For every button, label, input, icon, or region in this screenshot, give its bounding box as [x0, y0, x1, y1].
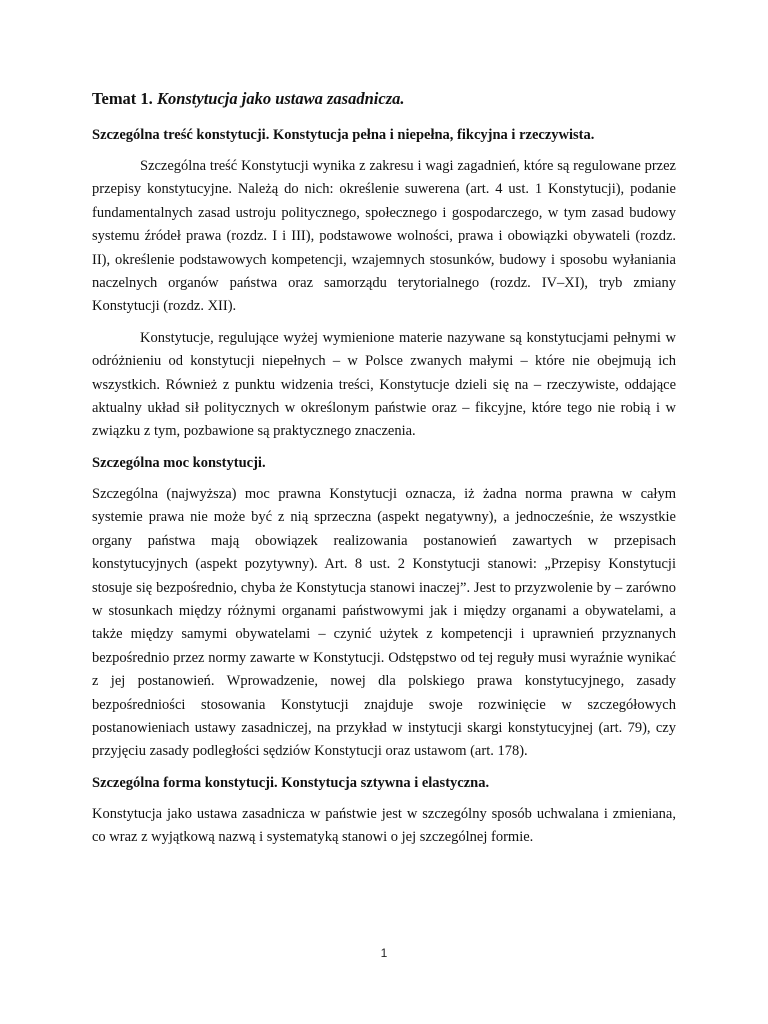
paragraph-content-2: Konstytucje, regulujące wyżej wymienione materie nazywane są konstytucjami pełnymi w odróżnieniu od konstytucji niepełnych – w Polsce zwanych małymi – które nie obejmują ich wszystkich. Również z punktu widzenia treści, Konstytucje dzieli się na – rzeczywiste, oddające aktualny układ sił politycznych w określonym państwie oraz – fikcyjne, które tego nie robią i w związku z tym, pozbawione są praktycznego znaczenia.	[92, 329, 676, 440]
title-prefix: Temat 1.	[92, 89, 157, 108]
section-heading-content: Szczególna treść konstytucji. Konstytucja pełna i niepełna, fikcyjna i rzeczywista.	[92, 127, 595, 143]
section-heading-form: Szczególna forma konstytucji. Konstytucja sztywna i elastyczna.	[92, 774, 490, 791]
document-title	[92, 88, 676, 110]
paragraph-power-1: Szczególna (najwyższa) moc prawna Konstytucji oznacza, iż żadna norma prawna w całym systemie prawa nie może być z nią sprzeczna (aspekt negatywny), a jednocześnie, że wszystkie organy państwa mają obowiązek realizowania postanowień zawartych w przepisach konstytucyjnych (aspekt pozytywny). Art. 8 ust. 2 Konstytucji stanowi: „Przepisy Konstytucji stosuje się bezpośrednio, chyba że Konstytucja stanowi inaczej”. Jest to przyzwolenie by – zarówno w stosunkach między różnymi organami państwowymi jak i między organami a obywatelami, a także między samymi obywatelami – czynić użytek z kompetencji i uprawnień przyznanych bezpośrednio przez normy zawarte w Konstytucji. Odstępstwo od tej reguły musi wyraźnie wynikać z jej postanowień. Wprowadzenie, nowej dla polskiego prawa konstytucyjnego, zasady bezpośredniości stosowania Konstytucji znajduje swoje rozwinięcie w szczegółowych postanowieniach ustawy zasadniczej, na przykład w instytucji skargi konstytucyjnej (art. 79), czy przyjęciu zasady podległości sędziów Konstytucji oraz ustawom (art. 178).	[92, 485, 676, 760]
paragraph-form-1: Konstytucja jako ustawa zasadnicza w państwie jest w szczególny sposób uchwalana i zmieniana, co wraz z wyjątkową nazwą i systematyką stanowi o jej szczególnej formie.	[92, 805, 676, 846]
section-heading-power: Szczególna moc konstytucji.	[92, 454, 266, 471]
title-italic: Konstytucja jako ustawa zasadnicza.	[156, 89, 405, 108]
page-number: 1	[380, 946, 388, 960]
paragraph-content-1: Szczególna treść Konstytucji wynika z zakresu i wagi zagadnień, które są regulowane przez przepisy konstytucyjne. Należą do nich: określenie suwerena (art. 4 ust. 1 Konstytucji), podanie fundamentalnych zasad ustroju politycznego, społecznego i gospodarczego, w tym zasad budowy systemu źródeł prawa (rozdz. I i III), podstawowe wolności, prawa i obowiązki obywateli (rozdz. II), określenie podstawowych kompetencji, wzajemnych stosunków, budowy i sposobu wyłaniania naczelnych organów państwa oraz samorządu terytorialnego (rozdz. IV–XI), tryb zmiany Konstytucji (rozdz. XII).	[92, 158, 676, 315]
